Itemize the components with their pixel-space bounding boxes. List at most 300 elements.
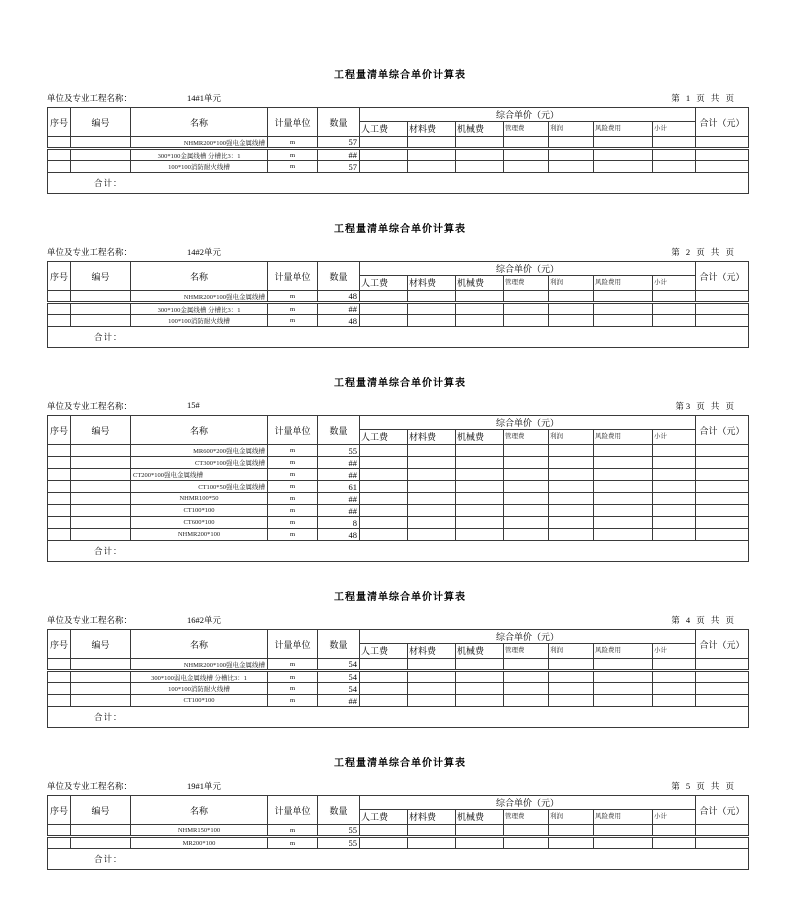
cell-subtotal	[653, 291, 696, 303]
cell-risk-fee	[594, 695, 653, 707]
cell-management-fee	[504, 481, 549, 493]
price-table	[47, 261, 749, 348]
cell-item-name: CT300*100强电金属线槽	[131, 457, 268, 469]
cell-profit	[549, 161, 594, 173]
cell-total	[696, 671, 749, 683]
cell-management-fee	[504, 659, 549, 671]
cell-profit	[549, 659, 594, 671]
price-table-body	[48, 137, 749, 173]
cell-seq	[48, 161, 71, 173]
col-header-composite-price: 综合单价（元）	[360, 630, 696, 644]
cell-risk-fee	[594, 469, 653, 481]
cell-material-fee	[408, 505, 456, 517]
cell-total	[696, 837, 749, 849]
cell-seq	[48, 481, 71, 493]
cell-seq	[48, 671, 71, 683]
cell-unit: m	[268, 137, 318, 149]
cell-unit: m	[268, 695, 318, 707]
col-header-total: 合计（元）	[696, 262, 749, 291]
total-label: 合计：	[48, 707, 749, 728]
unit-project-name	[47, 614, 221, 626]
col-header-unit: 计量单位	[268, 262, 318, 291]
cell-unit: m	[268, 659, 318, 671]
page-indicator: 第3 页 共 页	[675, 401, 736, 411]
unit-project-label: 单位及专业工程名称：	[47, 401, 133, 411]
cell-machinery-fee	[456, 315, 504, 327]
cell-machinery-fee	[456, 671, 504, 683]
cell-machinery-fee	[456, 291, 504, 303]
cell-total	[696, 291, 749, 303]
sheet-title: 工程量清单综合单价计算表	[334, 592, 466, 603]
cell-labor-fee	[360, 137, 408, 149]
cell-management-fee	[504, 303, 549, 315]
cell-unit: m	[268, 445, 318, 457]
col-header-qty: 数量	[318, 262, 360, 291]
unit-project-value: 14#1单元	[187, 93, 222, 103]
cell-quantity: 48	[318, 529, 360, 541]
unit-project-name	[47, 400, 200, 412]
cell-labor-fee	[360, 529, 408, 541]
cell-profit	[549, 315, 594, 327]
table-row	[48, 291, 749, 303]
table-row	[48, 149, 749, 161]
col-header-management-fee: 管理费	[504, 430, 549, 445]
cell-subtotal	[653, 671, 696, 683]
cell-labor-fee	[360, 825, 408, 837]
cell-total	[696, 517, 749, 529]
cell-risk-fee	[594, 825, 653, 837]
cell-item-name: CT100*100	[131, 695, 268, 707]
cell-unit: m	[268, 505, 318, 517]
cell-management-fee	[504, 493, 549, 505]
table-row	[48, 529, 749, 541]
cell-total	[696, 825, 749, 837]
cell-management-fee	[504, 695, 549, 707]
cell-profit	[549, 837, 594, 849]
cell-item-name: NHMR200*100强电金属线槽	[131, 291, 268, 303]
total-label: 合计：	[48, 327, 749, 348]
sheet-title: 工程量清单综合单价计算表	[334, 70, 466, 81]
col-header-name: 名称	[131, 108, 268, 137]
cell-profit	[549, 457, 594, 469]
cell-quantity: 48	[318, 291, 360, 303]
cell-labor-fee	[360, 161, 408, 173]
cell-total	[696, 493, 749, 505]
cell-seq	[48, 493, 71, 505]
cell-total	[696, 529, 749, 541]
cell-quantity: 48	[318, 315, 360, 327]
cell-total	[696, 683, 749, 695]
total-label: 合计：	[48, 173, 749, 194]
cell-subtotal	[653, 303, 696, 315]
table-row	[48, 161, 749, 173]
col-header-management-fee: 管理费	[504, 810, 549, 825]
table-row	[48, 505, 749, 517]
cell-machinery-fee	[456, 529, 504, 541]
cell-management-fee	[504, 683, 549, 695]
col-header-qty: 数量	[318, 108, 360, 137]
col-header-risk-fee: 风险费用	[594, 430, 653, 445]
cell-subtotal	[653, 695, 696, 707]
col-header-total: 合计（元）	[696, 108, 749, 137]
cell-profit	[549, 825, 594, 837]
cell-unit: m	[268, 149, 318, 161]
col-header-seq: 序号	[48, 416, 71, 445]
cell-labor-fee	[360, 315, 408, 327]
cell-item-name: NHMR200*100	[131, 529, 268, 541]
total-row	[48, 707, 749, 728]
cell-risk-fee	[594, 315, 653, 327]
cell-risk-fee	[594, 493, 653, 505]
col-header-risk-fee: 风险费用	[594, 276, 653, 291]
total-label: 合计：	[48, 541, 749, 562]
col-header-profit: 利润	[549, 430, 594, 445]
cell-item-name: 300*100金属线槽 分槽比3：1	[131, 149, 268, 161]
cell-risk-fee	[594, 149, 653, 161]
cell-seq	[48, 291, 71, 303]
price-table-body	[48, 445, 749, 541]
cell-seq	[48, 683, 71, 695]
cell-profit	[549, 683, 594, 695]
cell-item-name: NHMR150*100	[131, 825, 268, 837]
cell-material-fee	[408, 671, 456, 683]
col-header-seq: 序号	[48, 630, 71, 659]
col-header-code: 编号	[71, 262, 131, 291]
col-header-risk-fee: 风险费用	[594, 122, 653, 137]
cell-management-fee	[504, 517, 549, 529]
table-row	[48, 303, 749, 315]
total-row	[48, 173, 749, 194]
cell-machinery-fee	[456, 505, 504, 517]
cell-seq	[48, 825, 71, 837]
cell-management-fee	[504, 825, 549, 837]
col-header-total: 合计（元）	[696, 416, 749, 445]
cell-seq	[48, 457, 71, 469]
cell-code	[71, 505, 131, 517]
cell-labor-fee	[360, 457, 408, 469]
total-row	[48, 541, 749, 562]
cell-labor-fee	[360, 291, 408, 303]
cell-risk-fee	[594, 161, 653, 173]
cell-subtotal	[653, 149, 696, 161]
table-row	[48, 659, 749, 671]
col-header-risk-fee: 风险费用	[594, 810, 653, 825]
cell-profit	[549, 517, 594, 529]
cell-labor-fee	[360, 659, 408, 671]
cell-total	[696, 659, 749, 671]
cell-management-fee	[504, 837, 549, 849]
cell-seq	[48, 505, 71, 517]
col-header-material-fee: 材料费	[408, 430, 456, 445]
table-row	[48, 457, 749, 469]
cell-quantity: 57	[318, 137, 360, 149]
cell-quantity: 54	[318, 683, 360, 695]
cell-quantity: ##	[318, 505, 360, 517]
cell-material-fee	[408, 493, 456, 505]
cell-material-fee	[408, 149, 456, 161]
cell-material-fee	[408, 529, 456, 541]
col-header-profit: 利润	[549, 122, 594, 137]
col-header-management-fee: 管理费	[504, 276, 549, 291]
table-row	[48, 825, 749, 837]
col-header-seq: 序号	[48, 796, 71, 825]
col-header-seq: 序号	[48, 108, 71, 137]
col-header-subtotal: 小计	[653, 644, 696, 659]
col-header-composite-price: 综合单价（元）	[360, 262, 696, 276]
cell-unit: m	[268, 825, 318, 837]
cell-unit: m	[268, 291, 318, 303]
cell-item-name: NHMR200*100强电金属线槽	[131, 659, 268, 671]
cell-quantity: 8	[318, 517, 360, 529]
col-header-machinery-fee: 机械费	[456, 810, 504, 825]
col-header-labor-fee: 人工费	[360, 430, 408, 445]
cell-item-name: 100*100消防耐火线槽	[131, 683, 268, 695]
cell-profit	[549, 303, 594, 315]
cell-total	[696, 161, 749, 173]
col-header-material-fee: 材料费	[408, 644, 456, 659]
cell-labor-fee	[360, 469, 408, 481]
cell-material-fee	[408, 683, 456, 695]
col-header-unit: 计量单位	[268, 108, 318, 137]
cell-risk-fee	[594, 529, 653, 541]
total-row	[48, 849, 749, 870]
cell-management-fee	[504, 671, 549, 683]
cell-item-name: 100*100消防耐火线槽	[131, 161, 268, 173]
cell-machinery-fee	[456, 837, 504, 849]
col-header-profit: 利润	[549, 810, 594, 825]
price-table	[47, 415, 749, 562]
cell-subtotal	[653, 517, 696, 529]
cell-seq	[48, 695, 71, 707]
cell-code	[71, 695, 131, 707]
cell-material-fee	[408, 291, 456, 303]
col-header-seq: 序号	[48, 262, 71, 291]
price-table	[47, 107, 749, 194]
cell-total	[696, 505, 749, 517]
unit-price-sheet	[0, 374, 800, 562]
cell-code	[71, 493, 131, 505]
cell-quantity: ##	[318, 457, 360, 469]
cell-machinery-fee	[456, 149, 504, 161]
cell-profit	[549, 291, 594, 303]
cell-management-fee	[504, 149, 549, 161]
cell-profit	[549, 137, 594, 149]
cell-unit: m	[268, 529, 318, 541]
cell-labor-fee	[360, 837, 408, 849]
cell-risk-fee	[594, 303, 653, 315]
cell-labor-fee	[360, 683, 408, 695]
sheet-meta-line	[47, 246, 748, 258]
sheet-title: 工程量清单综合单价计算表	[334, 224, 466, 235]
cell-quantity: ##	[318, 695, 360, 707]
cell-subtotal	[653, 481, 696, 493]
table-row	[48, 137, 749, 149]
cell-labor-fee	[360, 695, 408, 707]
cell-subtotal	[653, 825, 696, 837]
cell-subtotal	[653, 315, 696, 327]
sheet-meta-line	[47, 400, 748, 412]
cell-material-fee	[408, 481, 456, 493]
sheet-meta-line	[47, 92, 748, 104]
cell-seq	[48, 149, 71, 161]
cell-subtotal	[653, 445, 696, 457]
col-header-total: 合计（元）	[696, 630, 749, 659]
cell-material-fee	[408, 469, 456, 481]
cell-code	[71, 481, 131, 493]
total-row	[48, 327, 749, 348]
cell-total	[696, 445, 749, 457]
cell-seq	[48, 469, 71, 481]
cell-code	[71, 137, 131, 149]
cell-profit	[549, 493, 594, 505]
col-header-name: 名称	[131, 796, 268, 825]
cell-code	[71, 303, 131, 315]
col-header-subtotal: 小计	[653, 810, 696, 825]
cell-risk-fee	[594, 659, 653, 671]
cell-management-fee	[504, 315, 549, 327]
cell-total	[696, 457, 749, 469]
cell-machinery-fee	[456, 161, 504, 173]
price-table	[47, 795, 749, 870]
col-header-qty: 数量	[318, 796, 360, 825]
cell-management-fee	[504, 161, 549, 173]
table-row	[48, 517, 749, 529]
table-row	[48, 671, 749, 683]
sheet-title: 工程量清单综合单价计算表	[334, 758, 466, 769]
cell-seq	[48, 837, 71, 849]
cell-risk-fee	[594, 837, 653, 849]
cell-code	[71, 671, 131, 683]
cell-material-fee	[408, 825, 456, 837]
unit-project-label: 单位及专业工程名称：	[47, 93, 133, 103]
cell-item-name: CT600*100	[131, 517, 268, 529]
col-header-unit: 计量单位	[268, 416, 318, 445]
cell-labor-fee	[360, 493, 408, 505]
cell-machinery-fee	[456, 481, 504, 493]
page-indicator: 第 1 页 共 页	[671, 93, 736, 103]
cell-profit	[549, 695, 594, 707]
col-header-machinery-fee: 机械费	[456, 644, 504, 659]
cell-item-name: CT100*100	[131, 505, 268, 517]
col-header-composite-price: 综合单价（元）	[360, 416, 696, 430]
unit-price-sheet	[0, 754, 800, 870]
cell-material-fee	[408, 457, 456, 469]
table-row	[48, 469, 749, 481]
col-header-labor-fee: 人工费	[360, 810, 408, 825]
cell-management-fee	[504, 469, 549, 481]
cell-material-fee	[408, 837, 456, 849]
cell-unit: m	[268, 457, 318, 469]
cell-profit	[549, 671, 594, 683]
cell-unit: m	[268, 683, 318, 695]
cell-seq	[48, 529, 71, 541]
cell-item-name: 100*100消防耐火线槽	[131, 315, 268, 327]
cell-seq	[48, 445, 71, 457]
col-header-composite-price: 综合单价（元）	[360, 108, 696, 122]
cell-item-name: 300*100弱电金属线槽 分槽比3：1	[131, 671, 268, 683]
unit-price-sheet	[0, 220, 800, 348]
cell-quantity: 54	[318, 659, 360, 671]
cell-management-fee	[504, 445, 549, 457]
cell-subtotal	[653, 457, 696, 469]
cell-risk-fee	[594, 137, 653, 149]
cell-item-name: 300*100金属线槽 分槽比3：1	[131, 303, 268, 315]
cell-machinery-fee	[456, 469, 504, 481]
col-header-material-fee: 材料费	[408, 276, 456, 291]
cell-code	[71, 315, 131, 327]
cell-profit	[549, 149, 594, 161]
cell-quantity: 54	[318, 671, 360, 683]
col-header-total: 合计（元）	[696, 796, 749, 825]
cell-quantity: ##	[318, 149, 360, 161]
cell-risk-fee	[594, 517, 653, 529]
col-header-name: 名称	[131, 630, 268, 659]
sheet-meta-line	[47, 780, 748, 792]
cell-total	[696, 695, 749, 707]
cell-quantity: ##	[318, 303, 360, 315]
col-header-subtotal: 小计	[653, 430, 696, 445]
cell-machinery-fee	[456, 683, 504, 695]
cell-machinery-fee	[456, 493, 504, 505]
table-row	[48, 695, 749, 707]
table-row	[48, 837, 749, 849]
cell-labor-fee	[360, 445, 408, 457]
cell-unit: m	[268, 469, 318, 481]
cell-seq	[48, 517, 71, 529]
col-header-machinery-fee: 机械费	[456, 276, 504, 291]
cell-management-fee	[504, 137, 549, 149]
col-header-code: 编号	[71, 796, 131, 825]
unit-project-value: 14#2单元	[187, 247, 222, 257]
cell-subtotal	[653, 469, 696, 481]
col-header-machinery-fee: 机械费	[456, 430, 504, 445]
col-header-labor-fee: 人工费	[360, 122, 408, 137]
unit-project-value: 16#2单元	[187, 615, 222, 625]
cell-risk-fee	[594, 291, 653, 303]
cell-unit: m	[268, 161, 318, 173]
cell-material-fee	[408, 161, 456, 173]
cell-code	[71, 825, 131, 837]
cell-material-fee	[408, 137, 456, 149]
cell-item-name: NHMR200*100强电金属线槽	[131, 137, 268, 149]
cell-subtotal	[653, 529, 696, 541]
col-header-subtotal: 小计	[653, 122, 696, 137]
col-header-management-fee: 管理费	[504, 644, 549, 659]
col-header-composite-price: 综合单价（元）	[360, 796, 696, 810]
cell-labor-fee	[360, 517, 408, 529]
col-header-qty: 数量	[318, 630, 360, 659]
cell-management-fee	[504, 529, 549, 541]
cell-code	[71, 445, 131, 457]
col-header-profit: 利润	[549, 644, 594, 659]
cell-machinery-fee	[456, 517, 504, 529]
cell-risk-fee	[594, 683, 653, 695]
col-header-code: 编号	[71, 630, 131, 659]
table-row	[48, 481, 749, 493]
cell-unit: m	[268, 493, 318, 505]
cell-subtotal	[653, 137, 696, 149]
cell-seq	[48, 659, 71, 671]
cell-code	[71, 457, 131, 469]
cell-total	[696, 149, 749, 161]
cell-material-fee	[408, 445, 456, 457]
cell-total	[696, 137, 749, 149]
table-row	[48, 493, 749, 505]
page-indicator: 第 5 页 共 页	[671, 781, 736, 791]
cell-material-fee	[408, 659, 456, 671]
cell-quantity: ##	[318, 493, 360, 505]
cell-management-fee	[504, 291, 549, 303]
